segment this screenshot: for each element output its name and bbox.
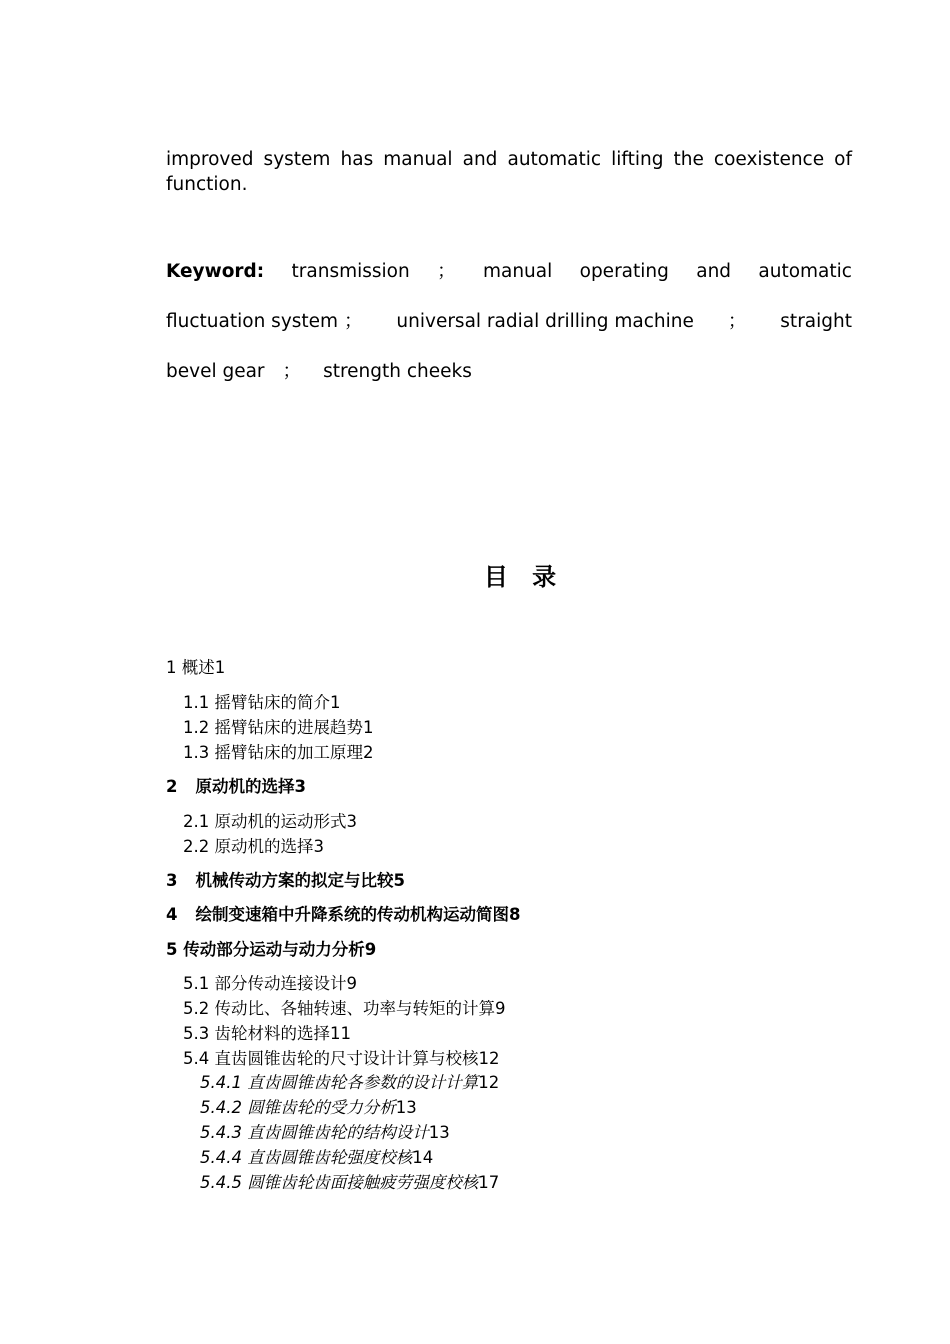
toc-entry[interactable]: 5.4.1 直齿圆锥齿轮各参数的设计计算12 xyxy=(200,1073,500,1092)
keyword-text: automatic xyxy=(758,261,852,282)
toc-entry[interactable]: 2.2 原动机的选择3 xyxy=(183,837,324,856)
keyword-text: universal radial drilling machine xyxy=(396,311,694,332)
toc-entry[interactable]: 2 原动机的选择3 xyxy=(166,777,306,796)
toc-entry[interactable]: 5.4.2 圆锥齿轮的受力分析13 xyxy=(200,1098,417,1117)
keyword-text: strength cheeks xyxy=(323,361,472,382)
keyword-separator: ； xyxy=(437,261,456,282)
toc-entry[interactable]: 5.4.5 圆锥齿轮齿面接触疲劳强度校核17 xyxy=(200,1173,500,1192)
document-page xyxy=(166,0,852,1344)
toc-title: 目 录 xyxy=(483,563,565,591)
keyword-text: operating xyxy=(579,261,669,282)
keyword-text: transmission xyxy=(291,261,410,282)
toc-entry[interactable]: 5.1 部分传动连接设计9 xyxy=(183,974,357,993)
keyword-text: and xyxy=(696,261,732,282)
keyword-text: fluctuation system ； xyxy=(166,311,363,332)
toc-entry[interactable]: 5.4 直齿圆锥齿轮的尺寸设计计算与校核12 xyxy=(183,1049,500,1068)
toc-entry[interactable]: 1.1 摇臂钻床的简介1 xyxy=(183,693,341,712)
abstract-text: improved system has manual and automatic lifting the coexistence of function. xyxy=(166,149,852,195)
keyword-text: straight xyxy=(780,311,852,332)
keyword-text: bevel gear xyxy=(166,361,265,382)
toc-entry[interactable]: 4 绘制变速箱中升降系统的传动机构运动简图8 xyxy=(166,905,521,924)
keyword-separator: ； xyxy=(282,361,302,382)
keyword-text: manual xyxy=(482,261,553,282)
toc-entry[interactable]: 1.2 摇臂钻床的进展趋势1 xyxy=(183,718,374,737)
keywords-label: Keyword: xyxy=(166,261,265,282)
keyword-separator: ； xyxy=(727,311,747,332)
keywords-line-2 xyxy=(166,309,852,335)
keywords-line-3 xyxy=(166,359,852,385)
keywords-line-1 xyxy=(166,259,852,285)
toc-entry[interactable]: 5 传动部分运动与动力分析9 xyxy=(166,940,377,959)
toc-entry[interactable]: 5.2 传动比、各轴转速、功率与转矩的计算9 xyxy=(183,999,506,1018)
toc-entry[interactable]: 2.1 原动机的运动形式3 xyxy=(183,812,357,831)
toc-entry[interactable]: 1 概述1 xyxy=(166,658,226,677)
toc-entry[interactable]: 3 机械传动方案的拟定与比较5 xyxy=(166,871,405,890)
toc-entry[interactable]: 5.4.3 直齿圆锥齿轮的结构设计13 xyxy=(200,1123,450,1142)
toc-entry[interactable]: 5.3 齿轮材料的选择11 xyxy=(183,1024,351,1043)
toc-entry[interactable]: 5.4.4 直齿圆锥齿轮强度校核14 xyxy=(200,1148,434,1167)
toc-entry[interactable]: 1.3 摇臂钻床的加工原理2 xyxy=(183,743,374,762)
